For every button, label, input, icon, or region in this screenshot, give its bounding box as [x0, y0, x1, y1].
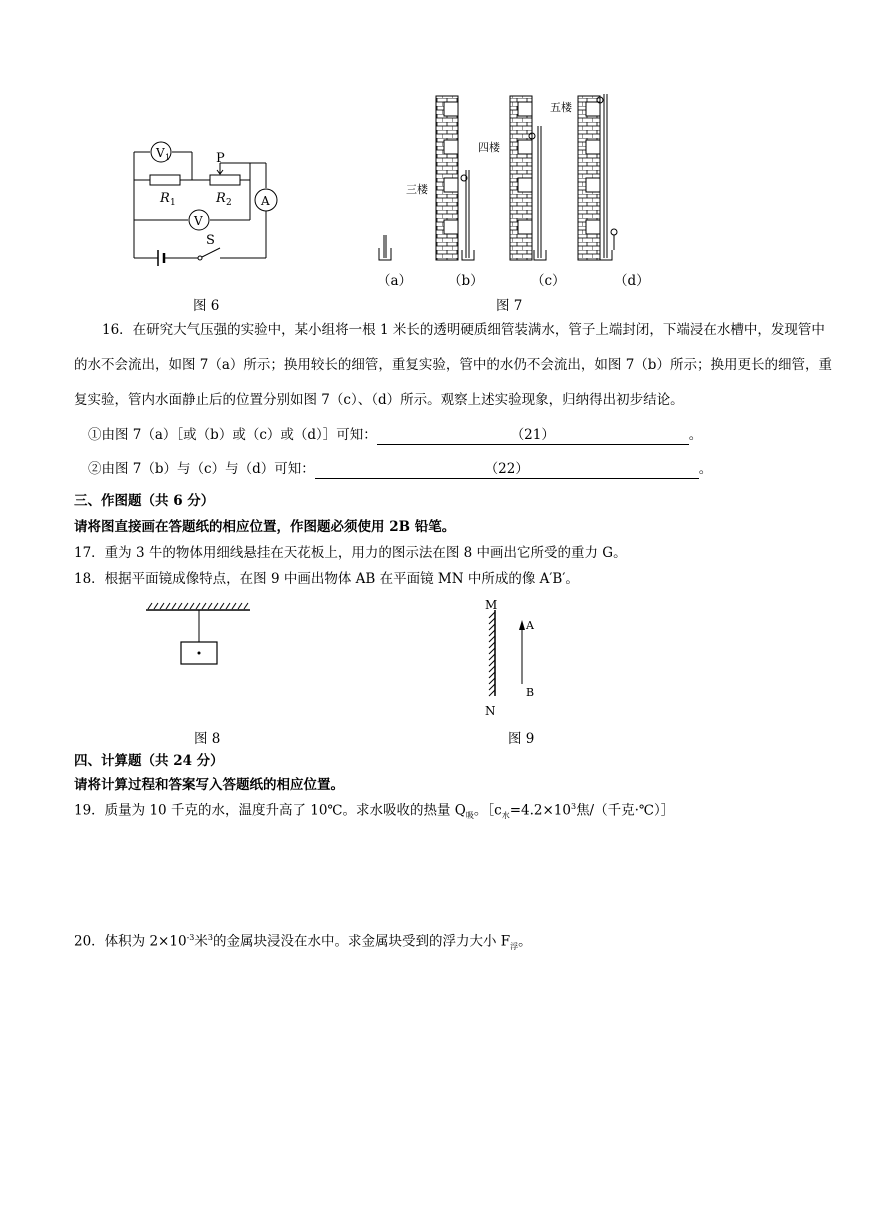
section-4-instruction: 请将计算过程和答案写入答题纸的相应位置。	[74, 777, 344, 793]
fig6-label-v1: V	[156, 146, 165, 160]
rheostat-r2-icon	[210, 175, 240, 185]
figure-6-circuit	[120, 130, 290, 270]
fig7-label-floor3: 三楼	[406, 183, 428, 196]
svg-text:1: 1	[170, 198, 176, 208]
q16-sub2: ②由图 7（b）与（c）与（d）可知： （22） 。	[88, 461, 713, 477]
q17-text: 17．重为 3 牛的物体用细线悬挂在天花板上，用力的图示法在图 8 中画出它所受的重力 G。	[74, 545, 627, 561]
resistor-r1-icon	[150, 175, 180, 185]
svg-text:1: 1	[165, 153, 171, 162]
q19-text: 19．质量为 10 千克的水，温度升高了 10℃。求水吸收的热量 $Q_吸$。$[c_水=4.2\times 10^3$焦/（千克·℃）］	[74, 802, 675, 821]
section-4-title: 四、计算题（共 24 分）	[74, 753, 224, 769]
fig7d-building-icon	[578, 94, 617, 260]
fig6-label-r2: R	[216, 191, 226, 206]
fig7-sub-a: （a）	[377, 273, 413, 289]
q16-sub1: ①由图 7（a）［或（b）或（c）或（d）］可知： （21） 。	[88, 427, 703, 443]
fig6-label-a: A	[261, 194, 270, 208]
figure-8-caption: 图 8	[194, 731, 221, 747]
fig9-label-b: B	[526, 686, 535, 699]
section-3-instruction: 请将图直接画在答题纸的相应位置，作图题必须使用 2B 铅笔。	[74, 519, 456, 535]
fig7-sub-d: （d）	[614, 273, 650, 289]
fig7-label-floor5: 五楼	[550, 101, 572, 114]
fig7-sub-c: （c）	[531, 273, 566, 289]
figure-9-caption: 图 9	[508, 731, 535, 747]
figure-6-caption: 图 6	[193, 298, 220, 314]
q18-text: 18．根据平面镜成像特点，在图 9 中画出物体 AB 在平面镜 MN 中所成的像 A′B′。	[74, 571, 579, 587]
figure-7-illustration	[372, 90, 652, 270]
figure-8-hanging-block	[140, 600, 260, 672]
q16-text: 16．在研究大气压强的实验中，某小组将一根 1 米长的透明硬质细管装满水，管子上端封闭，下端浸在水槽中，发现管中的水不会流出，如图 7（a）所示；换用较长的细管，重复实验，管中的水仍不会流出，如图 7（b）所示；换用更长的细管，重复实验，管内水面静止后的位置分别如图 7（c）、（d）所示。观察上述实验现象，归纳得出初步结论。	[74, 322, 832, 408]
fig7a-tube-icon	[379, 235, 391, 260]
fig6-label-p: P	[216, 151, 225, 166]
q20-text: 20．体积为 $2\times 10^{-3}$米$^3$的金属块浸没在水中。求金属块受到的浮力大小 $F_浮$。	[74, 933, 532, 952]
fig6-label-s: S	[206, 233, 215, 248]
fig9-label-n: N	[485, 704, 496, 718]
fig7c-building-icon	[510, 96, 546, 260]
fig7-label-floor4: 四楼	[478, 141, 500, 154]
fig9-label-m: M	[485, 598, 498, 612]
answer-blank-21[interactable]: （21）	[377, 427, 689, 445]
fig6-label-r1: R	[160, 191, 170, 206]
section-3-title: 三、作图题（共 6 分）	[74, 493, 215, 509]
fig7b-building-icon	[436, 96, 474, 260]
figure-7-caption: 图 7	[496, 298, 523, 314]
figure-9-plane-mirror	[478, 598, 548, 720]
fig9-label-a: A	[526, 619, 534, 632]
fig6-label-v: V	[194, 214, 203, 228]
answer-blank-22[interactable]: （22）	[315, 461, 699, 479]
svg-text:2: 2	[226, 198, 232, 208]
fig7-sub-b: （b）	[448, 273, 484, 289]
